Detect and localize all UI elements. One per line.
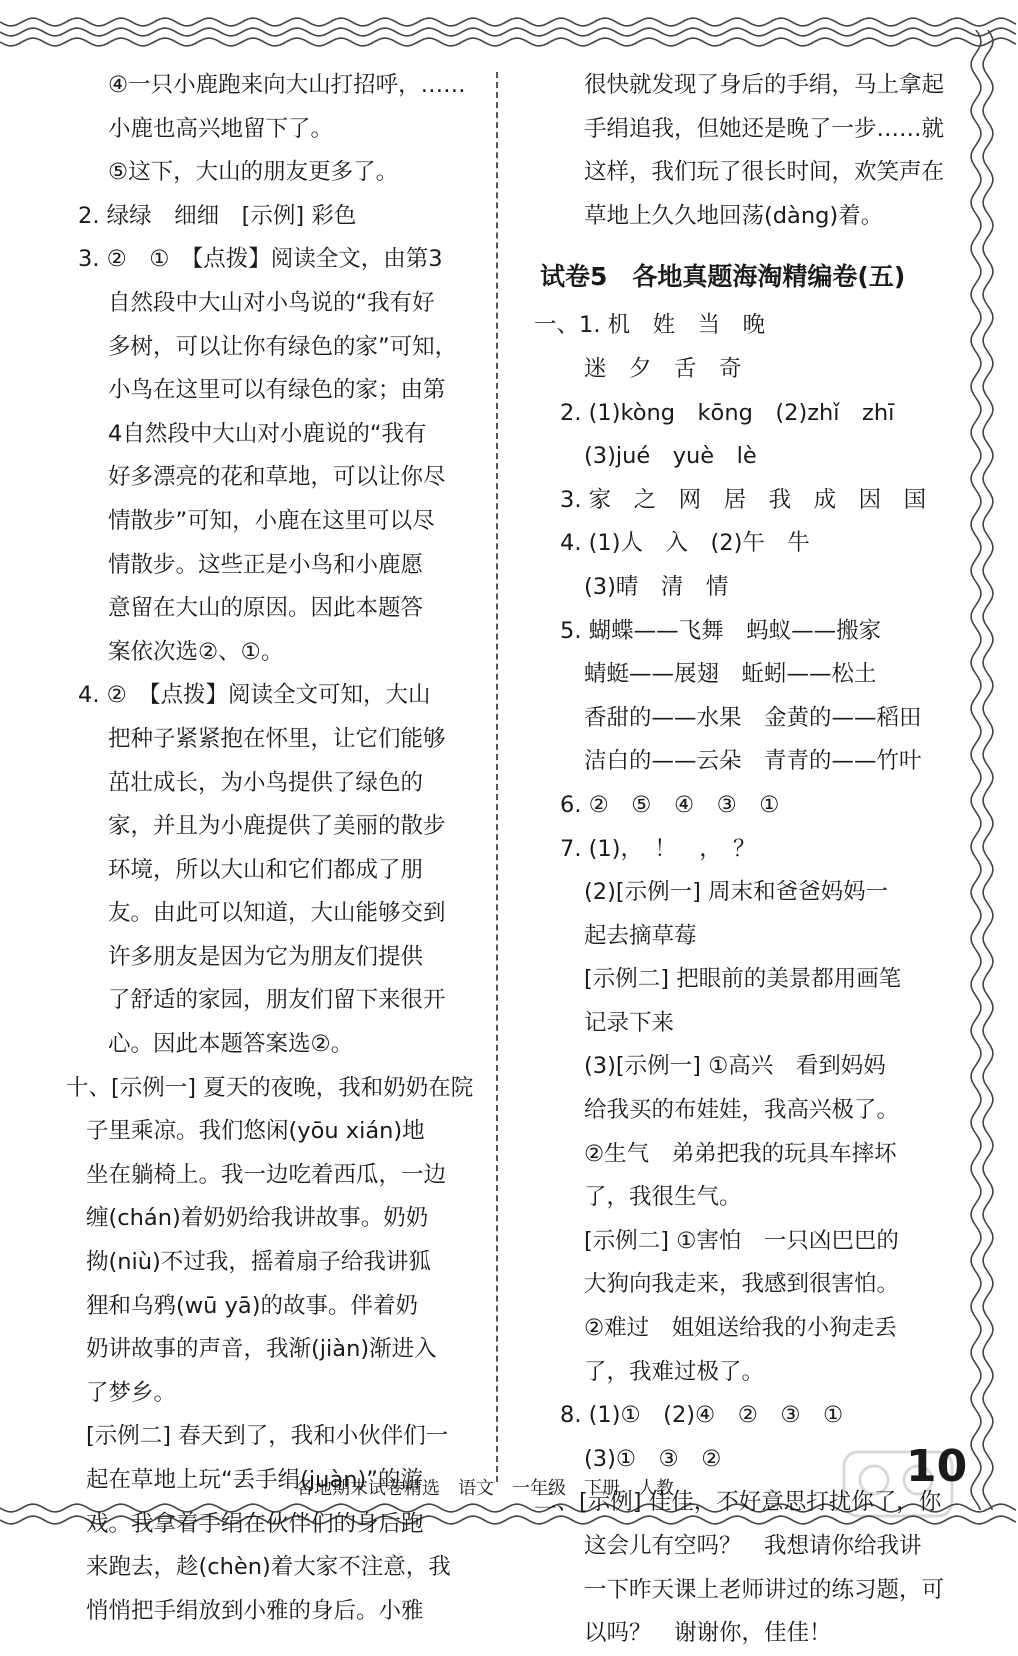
text-line: 记录下来	[584, 1009, 675, 1036]
text-line: 情散步”可知，小鹿在这里可以尽	[108, 507, 435, 534]
text-line: 了舒适的家园，朋友们留下来很开	[108, 987, 446, 1014]
text-line: 这样，我们玩了很长时间，欢笑声在	[584, 159, 945, 186]
text-line: 2. 绿绿 细细 [示例] 彩色	[78, 202, 357, 229]
text-line: 7. (1)， ！ ， ？	[560, 835, 756, 862]
text-line: 4. (1)人 入 (2)午 牛	[560, 530, 810, 557]
text-line: 坐在躺椅上。我一边吃着西瓜，一边	[86, 1161, 447, 1188]
text-line: 4. ② 【点拨】阅读全文可知，大山	[78, 682, 431, 709]
left-column	[66, 64, 476, 1633]
text-line: 一下昨天课上老师讲过的练习题，可	[584, 1576, 945, 1603]
text-line: 意留在大山的原因。因此本题答	[108, 595, 424, 622]
text-line: 2. (1)kòng kōng (2)zhǐ zhī	[560, 399, 895, 426]
text-line: 给我买的布娃娃，我高兴极了。	[584, 1097, 900, 1124]
text-line: 自然段中大山对小鸟说的“我有好	[108, 289, 435, 316]
text-line: 友。由此可以知道，大山能够交到	[108, 900, 446, 927]
text-line: [示例二] ①害怕 一只凶巴巴的	[584, 1227, 899, 1254]
text-line: 拗(niù)不过我，摇着扇子给我讲狐	[86, 1249, 431, 1276]
top-wave-border	[0, 10, 1018, 54]
footer-book-title: 各地期末试卷精选 语文 一年级 下册 人教	[296, 1478, 674, 1499]
text-line: 多树，可以让你有绿色的家”可知，	[108, 333, 458, 360]
text-line: 案依次选②、①。	[108, 638, 284, 665]
text-line: 奶讲故事的声音，我渐(jiàn)渐进入	[86, 1336, 437, 1363]
text-line: 心。因此本题答案选②。	[108, 1031, 354, 1058]
text-line: 茁壮成长，为小鸟提供了绿色的	[108, 769, 424, 796]
text-line: 好多漂亮的花和草地，可以让你尽	[108, 464, 446, 491]
text-line: ②生气 弟弟把我的玩具车摔坏	[584, 1140, 897, 1167]
text-line: 小鸟在这里可以有绿色的家；由第	[108, 377, 446, 404]
text-line: 手绢追我，但她还是晚了一步……就	[584, 115, 945, 142]
text-line: 6. ② ⑤ ④ ③ ①	[560, 791, 780, 818]
text-line: ⑤这下，大山的朋友更多了。	[108, 159, 399, 186]
text-line: 把种子紧紧抱在怀里，让它们能够	[108, 725, 446, 752]
text-line: 一、1. 机 姓 当 晚	[534, 312, 766, 339]
text-line: 洁白的——云朵 青青的——竹叶	[584, 748, 922, 775]
text-line: 情散步。这些正是小鸟和小鹿愿	[108, 551, 424, 578]
section-title: 试卷5 各地真题海淘精编卷(五)	[540, 262, 906, 292]
text-line: 戏。我拿着手绢在伙伴们的身后跑	[86, 1510, 424, 1537]
text-line: (3)晴 清 情	[584, 573, 729, 600]
text-line: 二、[示例] 佳佳，不好意思打扰你了，你	[534, 1489, 942, 1516]
page-number: 10	[906, 1441, 968, 1492]
text-line: [示例二] 把眼前的美景都用画笔	[584, 966, 902, 993]
text-line: (3)① ③ ②	[584, 1445, 722, 1472]
text-line: ②难过 姐姐送给我的小狗走丢	[584, 1315, 897, 1342]
text-line: 蜻蜓——展翅 蚯蚓——松土	[584, 661, 877, 688]
text-line: (3)jué yuè lè	[584, 443, 757, 470]
text-line: 3. ② ① 【点拨】阅读全文，由第3	[78, 246, 443, 273]
text-line: 小鹿也高兴地留下了。	[108, 115, 334, 142]
text-line: 很快就发现了身后的手绢，马上拿起	[584, 72, 945, 98]
text-line: 这会儿有空吗？ 我想请你给我讲	[584, 1533, 922, 1559]
right-column	[534, 64, 954, 1656]
text-line: 子里乘凉。我们悠闲(yōu xián)地	[86, 1118, 425, 1145]
text-line: 悄悄把手绢放到小雅的身后。小雅	[86, 1597, 424, 1624]
text-line: 3. 家 之 网 居 我 成 因 国	[560, 486, 927, 513]
text-line: 草地上久久地回荡(dàng)着。	[584, 202, 884, 229]
text-line: 了，我很生气。	[584, 1184, 742, 1211]
text-line: 十、[示例一] 夏天的夜晚，我和奶奶在院	[66, 1074, 474, 1101]
text-line: (2)[示例一] 周末和爸爸妈妈一	[584, 879, 889, 906]
text-line: 家，并且为小鹿提供了美丽的散步	[108, 813, 446, 840]
text-line: 起去摘草莓	[584, 922, 697, 949]
text-line: [示例二] 春天到了，我和小伙伴们一	[86, 1423, 449, 1450]
text-line: 以吗？ 谢谢你，佳佳！	[584, 1620, 832, 1647]
text-line: 缠(chán)着奶奶给我讲故事。奶奶	[86, 1205, 429, 1232]
text-line: 环境，所以大山和它们都成了朋	[108, 856, 424, 883]
text-line: 迷 夕 舌 奇	[584, 355, 742, 382]
text-line: 许多朋友是因为它为朋友们提供	[108, 943, 424, 970]
text-line: 大狗向我走来，我感到很害怕。	[584, 1271, 900, 1298]
text-line: 了梦乡。	[86, 1379, 177, 1406]
text-line: 起在草地上玩“丢手绢(juàn)”的游	[86, 1467, 423, 1493]
text-line: 狸和乌鸦(wū yā)的故事。伴着奶	[86, 1292, 418, 1319]
text-line: 来跑去，趁(chèn)着大家不注意，我	[86, 1554, 451, 1581]
text-line: 4自然段中大山对小鹿说的“我有	[108, 420, 427, 447]
text-line: 8. (1)① (2)④ ② ③ ①	[560, 1402, 844, 1429]
text-line: ④一只小鹿跑来向大山打招呼，……	[108, 72, 466, 98]
text-line: 香甜的——水果 金黄的——稻田	[584, 704, 922, 731]
text-line: (3)[示例一] ①高兴 看到妈妈	[584, 1053, 886, 1080]
text-line: 5. 蝴蝶——飞舞 蚂蚁——搬家	[560, 617, 882, 644]
column-divider	[496, 72, 498, 1482]
text-line: 了，我难过极了。	[584, 1358, 765, 1385]
right-wave-border	[962, 30, 1002, 1510]
